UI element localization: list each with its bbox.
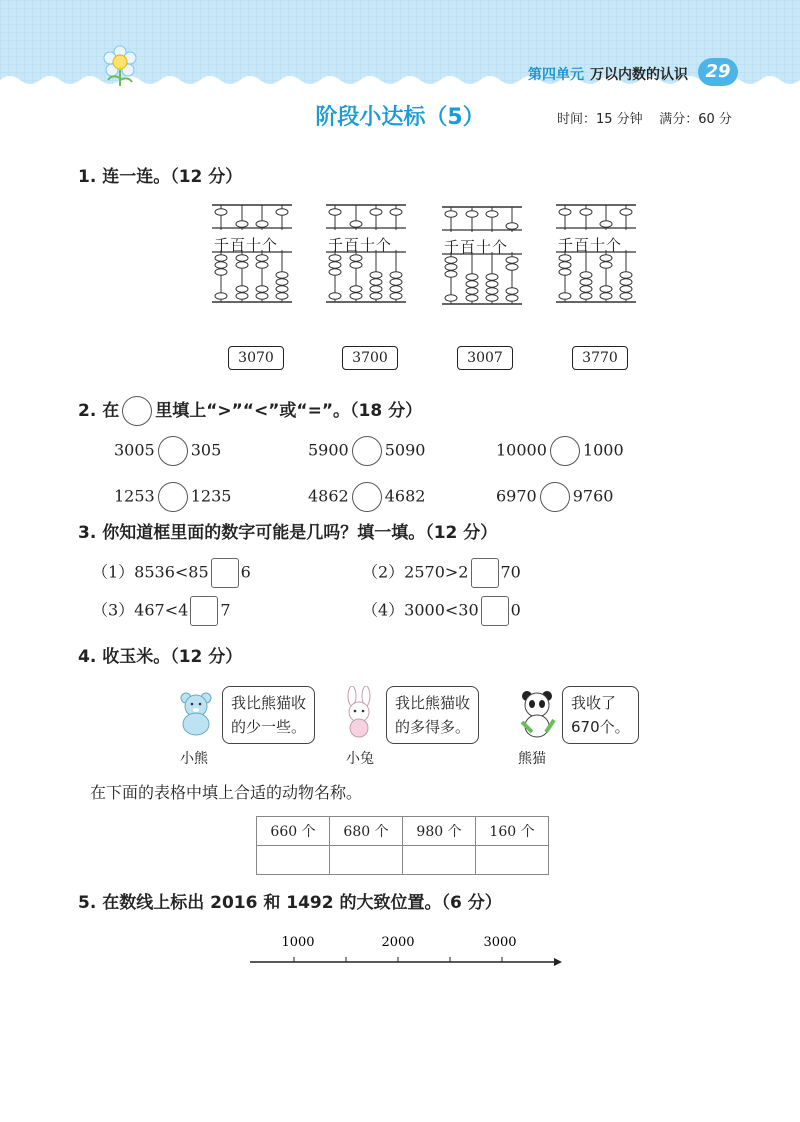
q4-heading: 4. 收玉米。（12 分） [78, 647, 243, 667]
abacus-bead [256, 262, 268, 269]
abacus-bead [256, 286, 268, 293]
abacus-place-labels: 千百十个 [328, 236, 393, 254]
number-box-3[interactable]: 3007 [457, 346, 513, 370]
speech-line: 我收了 [571, 694, 617, 712]
abacus-bead [486, 281, 498, 288]
left-number: 6970 [496, 486, 537, 506]
abacus-bead [620, 209, 632, 216]
fill-prefix: （3）467<4 [92, 600, 189, 620]
arrow-icon [554, 958, 562, 966]
abacus-4 [556, 204, 638, 308]
abacus-bead [620, 293, 632, 300]
left-number: 1253 [114, 486, 155, 506]
fill-suffix: 6 [240, 562, 251, 582]
compare-item [114, 482, 231, 512]
abacus-bead [370, 272, 382, 279]
compare-circle[interactable] [550, 436, 580, 466]
abacus-bead [559, 209, 571, 216]
abacus-bead [256, 221, 268, 228]
animal-name-bear: 小熊 [180, 751, 208, 767]
abacus-place-labels: 千百十个 [558, 236, 623, 254]
rabbit-speech-bubble [386, 686, 479, 744]
fill-suffix: 7 [220, 600, 231, 620]
answer-cell[interactable] [257, 846, 330, 875]
fill-prefix: （2）2570>2 [362, 562, 469, 582]
abacus-bead [445, 271, 457, 278]
time-limit: 时间：15 分钟 [557, 112, 643, 127]
abacus-bead [466, 211, 478, 218]
q2-heading-start: 2. 在 [78, 401, 120, 421]
fill-item [362, 558, 521, 588]
page-title: 阶段小达标（5） [315, 105, 485, 130]
right-number: 305 [190, 440, 222, 460]
q2-heading [78, 396, 422, 426]
abacus-place-labels: 千百十个 [444, 238, 509, 256]
abacus-bead [276, 272, 288, 279]
abacus-bead [256, 293, 268, 300]
number-box-1[interactable]: 3070 [228, 346, 284, 370]
fill-item [92, 558, 251, 588]
q3-heading: 3. 你知道框里面的数字可能是几吗？填一填。（12 分） [78, 523, 498, 543]
abacus-bead [215, 209, 227, 216]
abacus-bead [445, 211, 457, 218]
abacus-bead [276, 279, 288, 286]
fill-suffix: 70 [500, 562, 521, 582]
digit-box[interactable] [211, 558, 239, 588]
abacus-bead [580, 272, 592, 279]
flower-icon [98, 42, 142, 88]
right-number: 1235 [190, 486, 232, 506]
abacus-bead [559, 293, 571, 300]
abacus-bead [236, 286, 248, 293]
abacus-bead [506, 295, 518, 302]
rabbit-icon [338, 686, 382, 738]
full-score: 满分：60 分 [659, 112, 732, 127]
tick-label: 3000 [483, 935, 517, 950]
abacus-bead [620, 272, 632, 279]
number-line[interactable] [246, 930, 564, 970]
left-number: 4862 [308, 486, 349, 506]
abacus-bead [390, 279, 402, 286]
abacus-bead [600, 262, 612, 269]
abacus-bead [215, 255, 227, 262]
abacus-bead [486, 274, 498, 281]
compare-circle-sample [122, 396, 152, 426]
compare-circle[interactable] [540, 482, 570, 512]
right-number: 9760 [572, 486, 614, 506]
table-header-cell: 160 个 [476, 817, 549, 846]
abacus-bead [580, 209, 592, 216]
speech-line: 我比熊猫收 [395, 694, 471, 712]
abacus-bead [329, 293, 341, 300]
abacus-bead [276, 209, 288, 216]
compare-circle[interactable] [352, 482, 382, 512]
abacus-bead [390, 209, 402, 216]
abacus-bead [600, 221, 612, 228]
abacus-bead [390, 272, 402, 279]
fill-prefix: （1）8536<85 [92, 562, 209, 582]
right-number: 4682 [384, 486, 426, 506]
abacus-bead [486, 211, 498, 218]
q1-heading: 1. 连一连。（12 分） [78, 167, 243, 187]
left-number: 10000 [496, 440, 547, 460]
abacus-bead [350, 262, 362, 269]
abacus-3 [442, 206, 524, 310]
abacus-bead [559, 255, 571, 262]
abacus-bead [445, 257, 457, 264]
abacus-bead [215, 269, 227, 276]
unit-number: 第四单元 [528, 67, 584, 83]
abacus-bead [466, 274, 478, 281]
compare-item [308, 436, 425, 466]
page-number: 29 [698, 58, 738, 86]
compare-circle[interactable] [158, 436, 188, 466]
unit-title: 万以内数的认识 [590, 67, 688, 83]
abacus-bead [506, 288, 518, 295]
compare-item [496, 482, 613, 512]
animal-name-rabbit: 小兔 [346, 751, 374, 767]
answer-cell[interactable] [330, 846, 403, 875]
abacus-bead [486, 295, 498, 302]
abacus-bead [329, 262, 341, 269]
abacus-bead [276, 293, 288, 300]
left-number: 5900 [308, 440, 349, 460]
table-answer-row [257, 846, 549, 875]
right-number: 1000 [582, 440, 624, 460]
compare-item [308, 482, 425, 512]
compare-circle[interactable] [158, 482, 188, 512]
abacus-bead [466, 281, 478, 288]
abacus-bead [580, 293, 592, 300]
left-number: 3005 [114, 440, 155, 460]
time-limit-info [557, 108, 732, 127]
abacus-bead [559, 269, 571, 276]
q4-instruction: 在下面的表格中填上合适的动物名称。 [90, 783, 363, 802]
abacus-bead [215, 293, 227, 300]
speech-line: 670个。 [571, 718, 630, 736]
abacus-place-labels: 千百十个 [214, 236, 279, 254]
abacus-bead [506, 264, 518, 271]
abacus-bead [276, 286, 288, 293]
abacus-bead [600, 286, 612, 293]
table-header-cell: 980 个 [403, 817, 476, 846]
table-header-cell: 680 个 [330, 817, 403, 846]
abacus-1 [212, 204, 294, 308]
speech-line: 的少一些。 [231, 718, 307, 736]
abacus-bead [559, 262, 571, 269]
abacus-bead [466, 288, 478, 295]
corn-table [256, 816, 549, 875]
abacus-bead [620, 286, 632, 293]
abacus-bead [236, 293, 248, 300]
abacus-bead [370, 209, 382, 216]
abacus-bead [370, 279, 382, 286]
abacus-bead [466, 295, 478, 302]
right-number: 5090 [384, 440, 426, 460]
digit-box[interactable] [190, 596, 218, 626]
abacus-bead [506, 257, 518, 264]
abacus-bead [329, 209, 341, 216]
abacus-bead [350, 221, 362, 228]
compare-item [496, 436, 624, 466]
fill-prefix: （4）3000<30 [362, 600, 479, 620]
abacus-bead [256, 255, 268, 262]
panda-icon [516, 688, 560, 738]
abacus-bead [350, 293, 362, 300]
speech-line: 我比熊猫收 [231, 694, 307, 712]
bear-icon [176, 690, 218, 736]
bear-speech-bubble [222, 686, 315, 744]
compare-item [114, 436, 221, 466]
abacus-bead [620, 279, 632, 286]
abacus-bead [370, 293, 382, 300]
unit-heading [528, 64, 688, 84]
abacus-bead [350, 255, 362, 262]
abacus-bead [600, 293, 612, 300]
abacus-bead [236, 262, 248, 269]
number-box-4[interactable]: 3770 [572, 346, 628, 370]
animal-name-panda: 熊猫 [518, 751, 546, 767]
abacus-bead [215, 262, 227, 269]
fill-item [92, 596, 231, 626]
abacus-bead [445, 264, 457, 271]
abacus-bead [390, 293, 402, 300]
abacus-bead [580, 279, 592, 286]
abacus-bead [445, 295, 457, 302]
abacus-bead [580, 286, 592, 293]
abacus-bead [486, 288, 498, 295]
digit-box[interactable] [481, 596, 509, 626]
q5-heading: 5. 在数线上标出 2016 和 1492 的大致位置。（6 分） [78, 893, 502, 913]
tick-label: 1000 [281, 935, 315, 950]
table-header-cell: 660 个 [257, 817, 330, 846]
fill-item [362, 596, 521, 626]
abacus-bead [329, 269, 341, 276]
abacus-bead [506, 223, 518, 230]
number-box-2[interactable]: 3700 [342, 346, 398, 370]
abacus-bead [236, 221, 248, 228]
abacus-bead [329, 255, 341, 262]
table-header-row [257, 817, 549, 846]
abacus-bead [600, 255, 612, 262]
compare-circle[interactable] [352, 436, 382, 466]
speech-line: 的多得多。 [395, 718, 471, 736]
answer-cell[interactable] [403, 846, 476, 875]
abacus-2 [326, 204, 408, 308]
tick-label: 2000 [381, 935, 415, 950]
digit-box[interactable] [471, 558, 499, 588]
answer-cell[interactable] [476, 846, 549, 875]
abacus-bead [236, 255, 248, 262]
q2-heading-end: 里填上“>”“<”或“=”。（18 分） [155, 401, 423, 421]
abacus-bead [390, 286, 402, 293]
panda-speech-bubble [562, 686, 639, 744]
fill-suffix: 0 [510, 600, 521, 620]
abacus-bead [370, 286, 382, 293]
abacus-bead [350, 286, 362, 293]
